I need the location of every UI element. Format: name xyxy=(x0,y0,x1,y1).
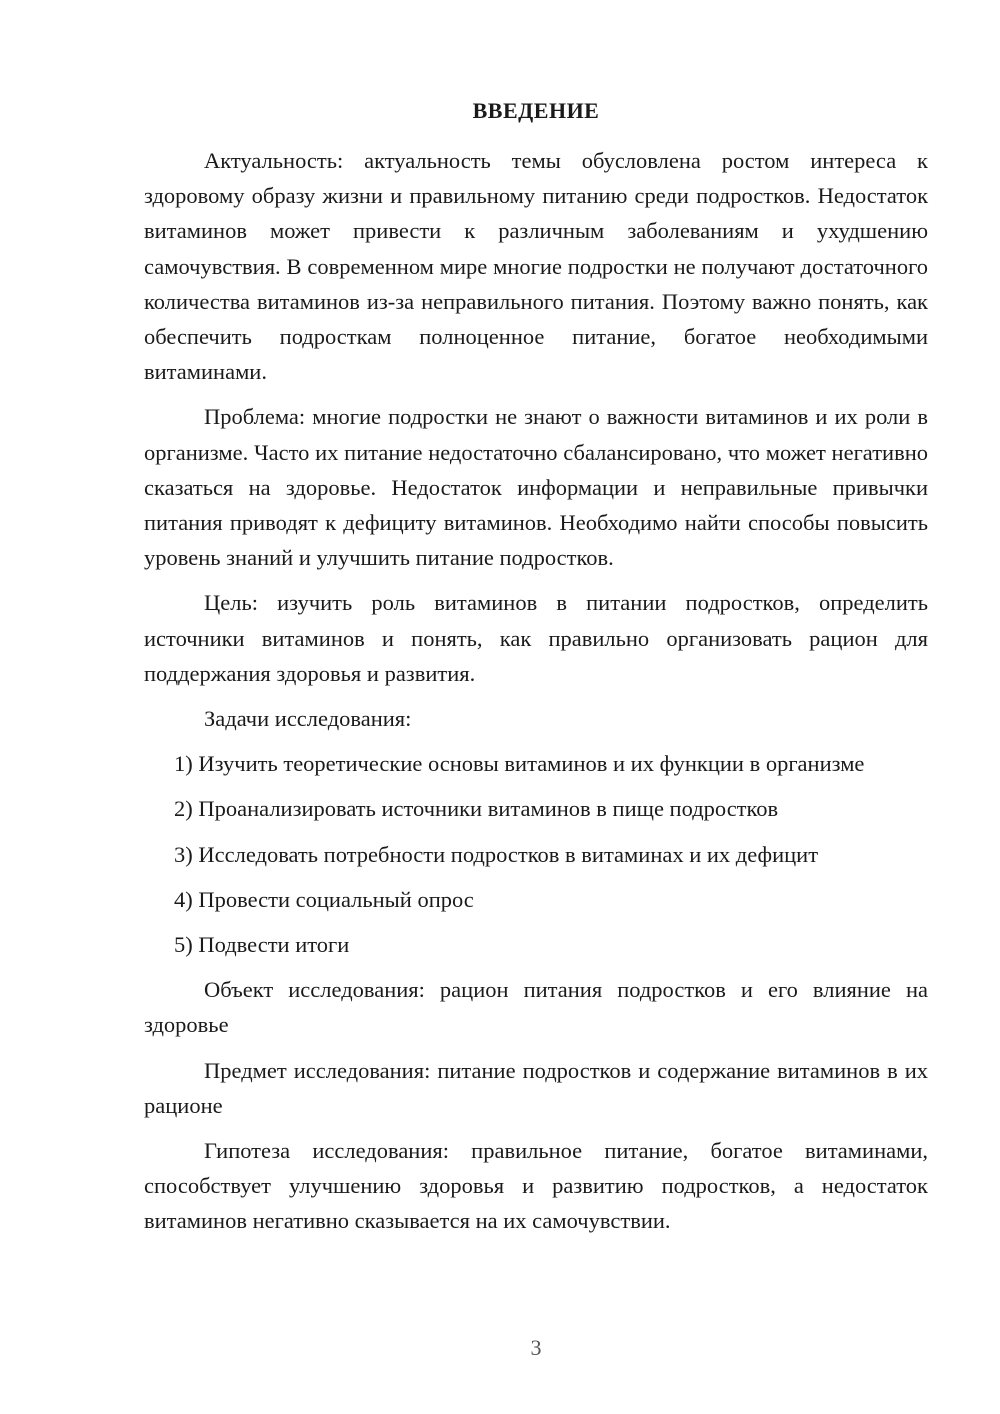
relevance-paragraph: Актуальность: актуальность темы обусловлена ростом интереса к здоровому образу жизни и правильному питанию среди подростков. Недостаток витаминов может привести к различным заболеваниям и ухудшению самочувствия. В современном мире многие подростки не получают достаточного количества витаминов из-за неправильного питания. Поэтому важно понять, как обеспечить подросткам полноценное питание, богатое необходимыми витаминами. xyxy=(144,148,928,385)
list-item: 2) Проанализировать источники витаминов в пище подростков xyxy=(174,796,779,822)
list-item: 5) Подвести итоги xyxy=(174,932,350,958)
list-item: 3) Исследовать потребности подростков в витаминах и их дефицит xyxy=(174,841,819,867)
list-item: 4) Провести социальный опрос xyxy=(174,886,474,912)
tasks-list xyxy=(144,746,928,962)
body-text xyxy=(144,143,928,1249)
problem-paragraph: Проблема: многие подростки не знают о важности витаминов и их роли в организме. Часто их питание недостаточно сбалансировано, что может негативно сказаться на здоровье. Недостаток информации и неправильные привычки питания приводят к дефициту витаминов. Необходимо найти способы повысить уровень знаний и улучшить питание подростков. xyxy=(144,404,928,571)
page-title: ВВЕДЕНИЕ xyxy=(472,98,600,123)
hypothesis-paragraph: Гипотеза исследования: правильное питание, богатое витаминами, способствует улучшению здоровья и развитию подростков, а недостаток витаминов негативно сказывается на их самочувствии. xyxy=(144,1138,928,1234)
list-item: 1) Изучить теоретические основы витаминов и их функции в организме xyxy=(174,751,865,777)
goal-paragraph: Цель: изучить роль витаминов в питании подростков, определить источники витаминов и понять, как правильно организовать рацион для поддержания здоровья и развития. xyxy=(144,590,928,686)
tasks-heading: Задачи исследования: xyxy=(204,706,412,732)
page-number: 3 xyxy=(530,1335,542,1360)
object-paragraph: Объект исследования: рацион питания подростков и его влияние на здоровье xyxy=(144,977,928,1038)
subject-paragraph: Предмет исследования: питание подростков и содержание витаминов в их рационе xyxy=(144,1057,928,1118)
